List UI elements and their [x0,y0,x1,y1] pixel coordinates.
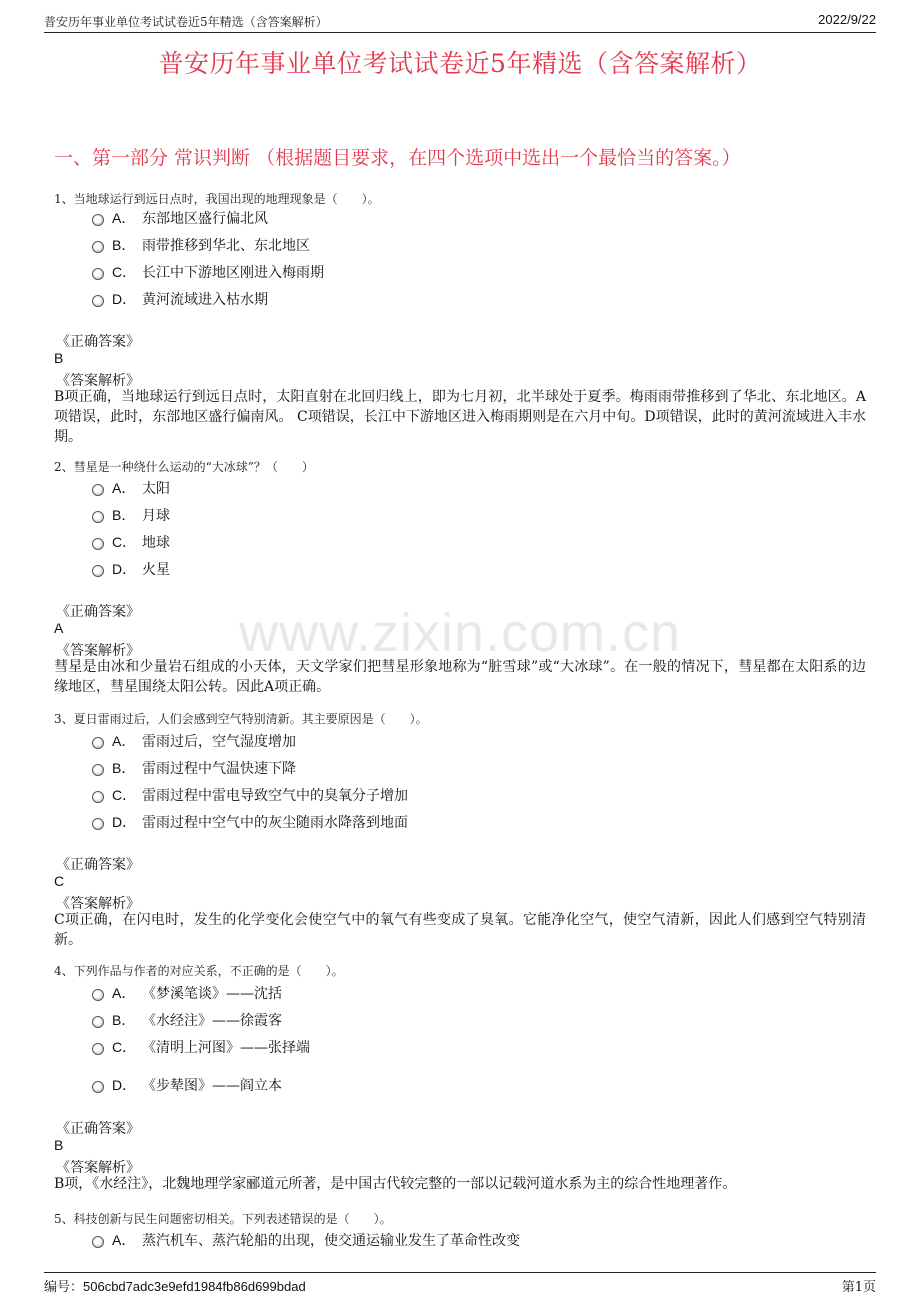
question-1-explanation: B项正确，当地球运行到远日点时，太阳直射在北回归线上，即为七月初，北半球处于夏季。梅雨雨带推移到了华北、东北地区。A项错误，此时，东部地区盛行偏南风。 C项错误，长江中下游地区进入梅雨期则是在六月中旬。D项错误，此时的黄河流域进入丰水期。 [54,389,866,445]
radio-icon[interactable] [92,214,104,226]
footer-page-number: 第1页 [841,1280,876,1295]
question-5-option-a[interactable]: A． 蒸汽机车、蒸汽轮船的出现，使交通运输业发生了革命性改变 [92,1230,520,1250]
question-4-option-a[interactable]: A． 《梦溪笔谈》——沈括 [92,983,282,1003]
question-3-option-c[interactable]: C． 雷雨过程中雷电导致空气中的臭氧分子增加 [92,785,408,805]
header-doc-title: 普安历年事业单位考试试卷近5年精选（含答案解析） [44,15,328,29]
question-1-answer: B [54,350,64,366]
question-3-answer: C [54,873,65,889]
question-4-answer: B [54,1137,64,1153]
radio-icon[interactable] [92,1016,104,1028]
question-3-option-d[interactable]: D． 雷雨过程中空气中的灰尘随雨水降落到地面 [92,812,408,832]
footer-code-value: 506cbd7adc3e9efd1984fb86d699bdad [83,1279,306,1294]
question-2-option-c[interactable]: C． 地球 [92,532,170,552]
answer-label: 《正确答案》 [56,334,140,350]
radio-icon[interactable] [92,295,104,307]
question-4-text: 4、下列作品与作者的对应关系，不正确的是（ ）。 [54,964,344,978]
answer-label: 《正确答案》 [56,857,140,873]
question-3-explanation: C项正确，在闪电时，发生的化学变化会使空气中的氧气有些变成了臭氧。它能净化空气，使空气清新，因此人们感到空气特别清新。 [54,912,866,948]
question-3-option-a[interactable]: A． 雷雨过后，空气湿度增加 [92,731,296,751]
question-2-answer: A [54,620,64,636]
question-4-option-d[interactable]: D． 《步辇图》——阎立本 [92,1075,282,1095]
radio-icon[interactable] [92,764,104,776]
question-5-text: 5、科技创新与民生问题密切相关。下列表述错误的是（ ）。 [54,1212,392,1226]
question-4-explanation: B项，《水经注》，北魏地理学家郦道元所著，是中国古代较完整的一部以记载河道水系为主的综合性地理著作。 [54,1176,737,1192]
radio-icon[interactable] [92,484,104,496]
radio-icon[interactable] [92,1236,104,1248]
radio-icon[interactable] [92,511,104,523]
radio-icon[interactable] [92,989,104,1001]
question-2-explanation: 彗星是由冰和少量岩石组成的小天体，天文学家们把彗星形象地称为“脏雪球”或“大冰球”。在一般的情况下，彗星都在太阳系的边缘地区，彗星围绕太阳公转。因此A项正确。 [54,659,866,695]
explanation-label: 《答案解析》 [56,643,140,659]
question-2-option-b[interactable]: B． 月球 [92,505,170,525]
radio-icon[interactable] [92,737,104,749]
radio-icon[interactable] [92,268,104,280]
explanation-label: 《答案解析》 [56,1160,140,1176]
footer-code [44,1276,306,1295]
explanation-label: 《答案解析》 [56,896,140,912]
question-1-option-a[interactable]: A． 东部地区盛行偏北风 [92,208,268,228]
watermark: www.zixin.com.cn [238,603,682,663]
document-title: 普安历年事业单位考试试卷近5年精选（含答案解析） [158,49,762,78]
question-1-option-b[interactable]: B． 雨带推移到华北、东北地区 [92,235,310,255]
question-2-text: 2、彗星是一种绕什么运动的“大冰球”？（ ） [54,460,314,474]
answer-label: 《正确答案》 [56,1121,140,1137]
question-2-option-d[interactable]: D． 火星 [92,559,170,579]
radio-icon[interactable] [92,791,104,803]
question-1-option-d[interactable]: D． 黄河流域进入枯水期 [92,289,268,309]
explanation-label: 《答案解析》 [56,373,140,389]
page-footer [44,1272,876,1295]
question-1-text: 1、当地球运行到远日点时，我国出现的地理现象是（ ）。 [54,192,380,206]
radio-icon[interactable] [92,241,104,253]
header-date: 2022/9/22 [818,12,876,27]
footer-code-label: 编号： [44,1280,84,1295]
question-2-option-a[interactable]: A． 太阳 [92,478,170,498]
question-4-option-c[interactable]: C． 《清明上河图》——张择端 [92,1037,310,1057]
radio-icon[interactable] [92,565,104,577]
radio-icon[interactable] [92,1043,104,1055]
question-1-option-c[interactable]: C． 长江中下游地区刚进入梅雨期 [92,262,324,282]
question-4-option-b[interactable]: B． 《水经注》——徐霞客 [92,1010,282,1030]
question-3-text: 3、夏日雷雨过后，人们会感到空气特别清新。其主要原因是（ ）。 [54,712,428,726]
radio-icon[interactable] [92,818,104,830]
answer-label: 《正确答案》 [56,604,140,620]
radio-icon[interactable] [92,538,104,550]
question-3-option-b[interactable]: B． 雷雨过程中气温快速下降 [92,758,296,778]
page-header [44,12,876,33]
radio-icon[interactable] [92,1081,104,1093]
section-heading: 一、第一部分 常识判断 （根据题目要求，在四个选项中选出一个最恰当的答案。） [54,147,741,169]
